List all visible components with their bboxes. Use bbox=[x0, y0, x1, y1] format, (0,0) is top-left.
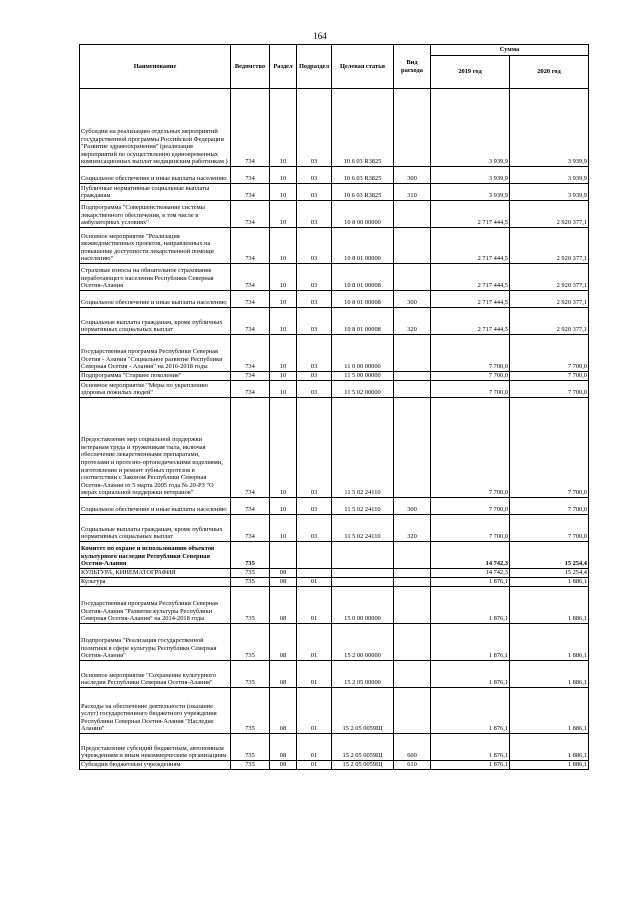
cell-y2019: 3 939,9 bbox=[431, 184, 510, 201]
table-row bbox=[80, 498, 589, 515]
table-row bbox=[80, 308, 589, 335]
cell-pr: 03 bbox=[297, 201, 332, 228]
cell-rz: 10 bbox=[270, 201, 297, 228]
cell-name: Субсидии бюджетным учреждениям bbox=[80, 761, 231, 770]
cell-vr bbox=[394, 228, 431, 264]
cell-cs: 10 6 03 R3825 bbox=[332, 89, 394, 167]
cell-pr: 01 bbox=[297, 578, 332, 587]
cell-ved: 735 bbox=[231, 542, 270, 569]
cell-rz: 10 bbox=[270, 498, 297, 515]
header-razdel: Раздел bbox=[270, 45, 297, 89]
cell-y2020: 1 886,1 bbox=[510, 761, 589, 770]
cell-name: Публичные нормативные социальные выплаты гражданам bbox=[80, 184, 231, 201]
cell-pr: 03 bbox=[297, 498, 332, 515]
cell-cs: 15 2 05 0059Щ bbox=[332, 688, 394, 734]
cell-y2020: 2 920 377,1 bbox=[510, 291, 589, 308]
cell-cs bbox=[332, 569, 394, 578]
cell-pr bbox=[297, 542, 332, 569]
cell-ved: 734 bbox=[231, 515, 270, 542]
cell-y2019: 14 742,3 bbox=[431, 569, 510, 578]
cell-ved: 734 bbox=[231, 335, 270, 372]
cell-vr bbox=[394, 578, 431, 587]
cell-rz: 08 bbox=[270, 578, 297, 587]
cell-rz: 08 bbox=[270, 587, 297, 624]
cell-name: Основное мероприятие "Реализация межведомственных проектов, направленных на повышение доступности лекарственной помощи населению" bbox=[80, 228, 231, 264]
table-row bbox=[80, 201, 589, 228]
cell-rz: 08 bbox=[270, 624, 297, 661]
cell-y2020: 1 886,1 bbox=[510, 661, 589, 688]
cell-vr bbox=[394, 587, 431, 624]
cell-y2019: 3 939,9 bbox=[431, 89, 510, 167]
cell-name: Социальное обеспечение и иные выплаты населению bbox=[80, 498, 231, 515]
table-row bbox=[80, 542, 589, 569]
table-row bbox=[80, 624, 589, 661]
cell-cs: 11 5 02 24110 bbox=[332, 498, 394, 515]
cell-vr bbox=[394, 335, 431, 372]
cell-pr bbox=[297, 569, 332, 578]
cell-pr: 01 bbox=[297, 624, 332, 661]
cell-y2020: 7 700,0 bbox=[510, 398, 589, 498]
cell-pr: 03 bbox=[297, 398, 332, 498]
cell-y2019: 7 700,0 bbox=[431, 381, 510, 398]
cell-cs: 11 5 02 00000 bbox=[332, 381, 394, 398]
cell-rz: 10 bbox=[270, 228, 297, 264]
cell-pr: 03 bbox=[297, 167, 332, 184]
cell-vr: 320 bbox=[394, 308, 431, 335]
cell-ved: 734 bbox=[231, 184, 270, 201]
cell-y2019: 2 717 444,5 bbox=[431, 308, 510, 335]
table-row bbox=[80, 398, 589, 498]
cell-vr bbox=[394, 264, 431, 291]
header-podrazdel: Подраздел bbox=[297, 45, 332, 89]
cell-pr: 03 bbox=[297, 264, 332, 291]
cell-pr: 03 bbox=[297, 308, 332, 335]
table-row bbox=[80, 515, 589, 542]
cell-vr bbox=[394, 624, 431, 661]
cell-y2020: 1 886,1 bbox=[510, 624, 589, 661]
table-row bbox=[80, 761, 589, 770]
cell-vr bbox=[394, 569, 431, 578]
header-name: Наименование bbox=[80, 45, 231, 89]
cell-vr bbox=[394, 661, 431, 688]
table-row bbox=[80, 335, 589, 372]
cell-cs: 15 2 05 0059Щ bbox=[332, 761, 394, 770]
cell-name: Подпрограмма "Реализация государственной политики в сфере культуры Республики Северная Осетия-Алания" bbox=[80, 624, 231, 661]
cell-name: Основное мероприятие "Сохранение культурного наследия Республики Северная Осетия-Алания" bbox=[80, 661, 231, 688]
cell-y2020: 1 886,1 bbox=[510, 578, 589, 587]
cell-y2020: 2 920 377,1 bbox=[510, 201, 589, 228]
cell-y2019: 1 876,1 bbox=[431, 688, 510, 734]
cell-y2019: 2 717 444,5 bbox=[431, 228, 510, 264]
cell-name: Социальные выплаты гражданам, кроме публичных нормативных социальных выплат bbox=[80, 515, 231, 542]
cell-pr: 01 bbox=[297, 734, 332, 761]
cell-cs bbox=[332, 542, 394, 569]
table-row bbox=[80, 661, 589, 688]
cell-y2019: 2 717 444,5 bbox=[431, 201, 510, 228]
cell-y2020: 7 700,0 bbox=[510, 515, 589, 542]
cell-rz: 10 bbox=[270, 372, 297, 381]
cell-y2020: 2 920 377,1 bbox=[510, 308, 589, 335]
table-row bbox=[80, 89, 589, 167]
header-expense-type: Вид расхода bbox=[394, 45, 431, 89]
cell-y2020: 15 254,4 bbox=[510, 542, 589, 569]
cell-vr: 300 bbox=[394, 498, 431, 515]
cell-y2020: 7 700,0 bbox=[510, 498, 589, 515]
cell-y2020: 3 939,9 bbox=[510, 89, 589, 167]
cell-ved: 734 bbox=[231, 291, 270, 308]
cell-y2019: 1 876,1 bbox=[431, 734, 510, 761]
page-number: 164 bbox=[313, 31, 327, 41]
cell-pr: 03 bbox=[297, 291, 332, 308]
cell-rz: 10 bbox=[270, 264, 297, 291]
cell-ved: 735 bbox=[231, 587, 270, 624]
cell-pr: 03 bbox=[297, 372, 332, 381]
cell-y2019: 7 700,0 bbox=[431, 398, 510, 498]
cell-ved: 734 bbox=[231, 372, 270, 381]
cell-rz: 08 bbox=[270, 761, 297, 770]
cell-y2020: 7 700,0 bbox=[510, 381, 589, 398]
cell-name: Субсидии на реализацию отдельных мероприятий государственной программы Российской Федерации "Развитие здравоохранения" (реализация мероприятий по осуществлению единовременных компенсационных выплат медицинским работникам ) bbox=[80, 89, 231, 167]
cell-ved: 734 bbox=[231, 398, 270, 498]
cell-rz bbox=[270, 542, 297, 569]
cell-cs: 10 8 00 00000 bbox=[332, 201, 394, 228]
cell-y2019: 1 876,1 bbox=[431, 578, 510, 587]
cell-vr bbox=[394, 381, 431, 398]
cell-cs bbox=[332, 578, 394, 587]
cell-cs: 11 0 00 00000 bbox=[332, 335, 394, 372]
cell-ved: 735 bbox=[231, 578, 270, 587]
cell-y2020: 1 886,1 bbox=[510, 734, 589, 761]
table-row bbox=[80, 291, 589, 308]
cell-cs: 11 5 02 24110 bbox=[332, 515, 394, 542]
cell-y2019: 7 700,0 bbox=[431, 335, 510, 372]
cell-name: Подпрограмма "Старшее поколение" bbox=[80, 372, 231, 381]
cell-y2019: 3 939,9 bbox=[431, 167, 510, 184]
cell-vr: 600 bbox=[394, 734, 431, 761]
cell-name: Подпрограмма "Совершенствование системы лекарственного обеспечения, в том числе в амбулаторных условиях" bbox=[80, 201, 231, 228]
cell-vr bbox=[394, 688, 431, 734]
cell-ved: 734 bbox=[231, 89, 270, 167]
cell-cs: 10 6 03 R3825 bbox=[332, 184, 394, 201]
cell-cs: 15 2 05 0059Щ bbox=[332, 734, 394, 761]
cell-cs: 10 8 01 00008 bbox=[332, 308, 394, 335]
cell-ved: 734 bbox=[231, 308, 270, 335]
cell-pr: 03 bbox=[297, 89, 332, 167]
budget-table bbox=[79, 44, 589, 770]
cell-vr: 320 bbox=[394, 515, 431, 542]
table-row bbox=[80, 167, 589, 184]
table-row bbox=[80, 228, 589, 264]
cell-rz: 10 bbox=[270, 184, 297, 201]
cell-y2020: 3 939,9 bbox=[510, 167, 589, 184]
cell-name: Предоставление субсидий бюджетным, автономным учреждениям и иным некоммерческим организациям bbox=[80, 734, 231, 761]
cell-name: Предоставление мер социальной поддержки ветеранам труда и труженикам тыла, включая обеспечение лекарственными препаратами, протезами и протезно-ортопедическими изделиями, изготовление и ремонт зубных протезов в соответствии с Законом Республики Северная Осетия-Алания от 5 марта 2005 года № 20-РЗ "О мерах социальной поддержки ветеранов" bbox=[80, 398, 231, 498]
cell-ved: 734 bbox=[231, 381, 270, 398]
cell-y2019: 1 876,1 bbox=[431, 761, 510, 770]
cell-rz: 08 bbox=[270, 688, 297, 734]
header-year-2020: 2020 год bbox=[510, 56, 589, 89]
cell-ved: 735 bbox=[231, 761, 270, 770]
cell-cs: 15 2 05 00000 bbox=[332, 661, 394, 688]
cell-pr: 03 bbox=[297, 228, 332, 264]
cell-cs: 11 5 00 00000 bbox=[332, 372, 394, 381]
cell-pr: 03 bbox=[297, 335, 332, 372]
cell-y2020: 2 920 377,1 bbox=[510, 228, 589, 264]
cell-y2020: 7 700,0 bbox=[510, 335, 589, 372]
cell-name: Социальные выплаты гражданам, кроме публичных нормативных социальных выплат bbox=[80, 308, 231, 335]
cell-y2019: 1 876,1 bbox=[431, 587, 510, 624]
cell-pr: 01 bbox=[297, 688, 332, 734]
cell-ved: 735 bbox=[231, 569, 270, 578]
cell-y2019: 7 700,0 bbox=[431, 372, 510, 381]
table-row bbox=[80, 569, 589, 578]
cell-rz: 10 bbox=[270, 515, 297, 542]
table-row bbox=[80, 688, 589, 734]
cell-name: Культура bbox=[80, 578, 231, 587]
cell-vr bbox=[394, 89, 431, 167]
cell-cs: 15 0 00 00000 bbox=[332, 587, 394, 624]
cell-vr bbox=[394, 201, 431, 228]
cell-cs: 11 5 02 24110 bbox=[332, 398, 394, 498]
cell-rz: 08 bbox=[270, 661, 297, 688]
cell-cs: 10 8 01 00008 bbox=[332, 264, 394, 291]
cell-cs: 15 2 00 00000 bbox=[332, 624, 394, 661]
cell-name: Государственная программа Республики Северная Осетия - Алания "Социальное развитие Республики Северная Осетия - Алания" на 2016-2018 годы bbox=[80, 335, 231, 372]
cell-name: Социальное обеспечение и иные выплаты населению bbox=[80, 167, 231, 184]
cell-pr: 03 bbox=[297, 515, 332, 542]
cell-y2020: 15 254,4 bbox=[510, 569, 589, 578]
cell-name: Государственная программа Республики Северная Осетия-Алания "Развитие культуры Республики Северная Осетия-Алания" на 2014-2018 годы bbox=[80, 587, 231, 624]
cell-vr: 610 bbox=[394, 761, 431, 770]
cell-y2019: 1 876,1 bbox=[431, 624, 510, 661]
cell-y2020: 7 700,0 bbox=[510, 372, 589, 381]
cell-vr: 310 bbox=[394, 184, 431, 201]
cell-name: КУЛЬТУРА, КИНЕМАТОГРАФИЯ bbox=[80, 569, 231, 578]
cell-pr: 03 bbox=[297, 381, 332, 398]
cell-pr: 01 bbox=[297, 761, 332, 770]
cell-ved: 735 bbox=[231, 688, 270, 734]
table-row bbox=[80, 578, 589, 587]
table-row bbox=[80, 264, 589, 291]
cell-ved: 734 bbox=[231, 201, 270, 228]
cell-name: Страховые взносы на обязательное страхование неработающего населения Республики Северная Осетия-Алания bbox=[80, 264, 231, 291]
cell-vr: 300 bbox=[394, 167, 431, 184]
header-sum: Сумма bbox=[431, 45, 589, 56]
cell-ved: 735 bbox=[231, 661, 270, 688]
table-row bbox=[80, 381, 589, 398]
cell-rz: 10 bbox=[270, 381, 297, 398]
cell-cs: 10 8 01 00008 bbox=[332, 291, 394, 308]
cell-ved: 734 bbox=[231, 264, 270, 291]
cell-pr: 01 bbox=[297, 661, 332, 688]
table-row bbox=[80, 734, 589, 761]
cell-ved: 734 bbox=[231, 498, 270, 515]
cell-name: Расходы на обеспечение деятельности (оказание услуг) государственного бюджетного учреждения Республики Северная Осетия-Алания "Наследие Алании" bbox=[80, 688, 231, 734]
table-row bbox=[80, 372, 589, 381]
cell-pr: 03 bbox=[297, 184, 332, 201]
header-target-article: Целевая статья bbox=[332, 45, 394, 89]
cell-y2019: 7 700,0 bbox=[431, 515, 510, 542]
cell-y2020: 1 886,1 bbox=[510, 587, 589, 624]
cell-ved: 734 bbox=[231, 167, 270, 184]
cell-vr bbox=[394, 542, 431, 569]
header-year-2019: 2019 год bbox=[431, 56, 510, 89]
cell-y2019: 2 717 444,5 bbox=[431, 264, 510, 291]
cell-ved: 735 bbox=[231, 734, 270, 761]
cell-rz: 10 bbox=[270, 308, 297, 335]
cell-rz: 10 bbox=[270, 398, 297, 498]
cell-name: Основное мероприятие "Меры по укреплению здоровья пожилых людей" bbox=[80, 381, 231, 398]
cell-y2019: 14 742,3 bbox=[431, 542, 510, 569]
cell-rz: 10 bbox=[270, 291, 297, 308]
cell-y2020: 1 886,1 bbox=[510, 688, 589, 734]
cell-name: Комитет по охране и использованию объектов культурного наследия Республики Северная Осетия-Алания bbox=[80, 542, 231, 569]
cell-y2019: 1 876,1 bbox=[431, 661, 510, 688]
cell-rz: 08 bbox=[270, 569, 297, 578]
cell-y2019: 7 700,0 bbox=[431, 498, 510, 515]
cell-rz: 08 bbox=[270, 734, 297, 761]
table-row bbox=[80, 587, 589, 624]
cell-rz: 10 bbox=[270, 89, 297, 167]
cell-pr: 01 bbox=[297, 587, 332, 624]
cell-vr: 300 bbox=[394, 291, 431, 308]
table-row bbox=[80, 184, 589, 201]
cell-cs: 10 6 03 R3825 bbox=[332, 167, 394, 184]
cell-cs: 10 8 01 00000 bbox=[332, 228, 394, 264]
cell-rz: 10 bbox=[270, 167, 297, 184]
cell-y2019: 2 717 444,5 bbox=[431, 291, 510, 308]
cell-ved: 735 bbox=[231, 624, 270, 661]
cell-ved: 734 bbox=[231, 228, 270, 264]
header-ved: Ведомство bbox=[231, 45, 270, 89]
cell-y2020: 2 920 377,1 bbox=[510, 264, 589, 291]
cell-name: Социальное обеспечение и иные выплаты населению bbox=[80, 291, 231, 308]
cell-vr bbox=[394, 398, 431, 498]
cell-vr bbox=[394, 372, 431, 381]
cell-rz: 10 bbox=[270, 335, 297, 372]
cell-y2020: 3 939,9 bbox=[510, 184, 589, 201]
